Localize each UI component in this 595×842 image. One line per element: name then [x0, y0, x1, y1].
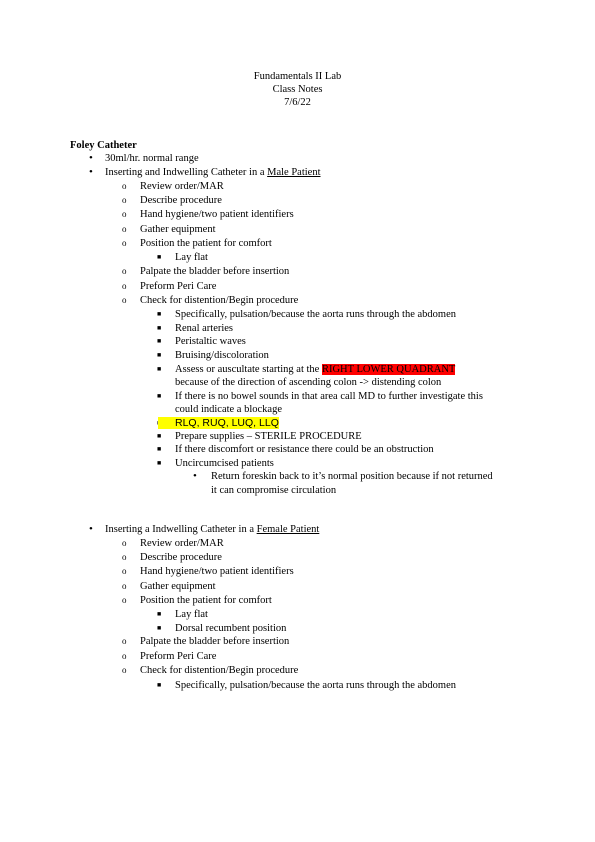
list-item-male-intro: Inserting and Indwelling Catheter in a Male Patient [105, 167, 321, 178]
list-item: Check for distention/Begin procedure [140, 665, 299, 676]
list-item: Position the patient for comfort [140, 238, 272, 249]
bullet-circle-icon: o [122, 209, 127, 219]
list-item: Prepare supplies – STERILE PROCEDURE [175, 431, 362, 442]
list-item: Lay flat [175, 252, 208, 263]
list-item: Hand hygiene/two patient identifiers [140, 209, 294, 220]
bullet-dot-icon: • [89, 166, 93, 178]
bullet-circle-icon: o [122, 224, 127, 234]
bullet-circle-icon: o [122, 581, 127, 591]
list-item: Specifically, pulsation/because the aorta runs through the abdomen [175, 680, 456, 691]
bullet-circle-icon: o [122, 238, 127, 248]
bullet-dot-icon: • [89, 523, 93, 535]
bullet-circle-icon: o [122, 552, 127, 562]
list-item: Palpate the bladder before insertion [140, 266, 290, 277]
list-item: Review order/MAR [140, 538, 224, 549]
list-item: Hand hygiene/two patient identifiers [140, 566, 294, 577]
list-item: Renal arteries [175, 323, 234, 334]
bullet-square-icon: ■ [157, 365, 162, 373]
list-item: Check for distention/Begin procedure [140, 295, 299, 306]
list-item: Return foreskin back to it’s normal position because if not returned [211, 471, 493, 482]
list-item-female-intro: Inserting a Indwelling Catheter in a Female Patient [105, 524, 320, 535]
bullet-circle-icon: o [122, 636, 127, 646]
bullet-square-icon: ■ [157, 392, 162, 400]
bullet-circle-icon: o [122, 181, 127, 191]
list-item: Gather equipment [140, 224, 216, 235]
list-item: Preform Peri Care [140, 651, 217, 662]
list-item: Position the patient for comfort [140, 595, 272, 606]
list-item: If there discomfort or resistance there could be an obstruction [175, 444, 434, 455]
bullet-square-icon: ■ [157, 310, 162, 318]
bullet-square-icon: ■ [157, 459, 162, 467]
bullet-square-icon: ■ [157, 681, 162, 689]
bullet-circle-icon: o [122, 266, 127, 276]
bullet-circle-icon: o [122, 651, 127, 661]
bullet-circle-icon: o [122, 566, 127, 576]
list-item: Uncircumcised patients [175, 458, 274, 469]
bullet-square-icon: ■ [157, 445, 162, 453]
list-item: Review order/MAR [140, 181, 224, 192]
bullet-square-icon: ■ [157, 624, 162, 632]
list-item-assess: Assess or auscultate starting at the RIGHT LOWER QUADRANT [175, 364, 456, 375]
list-item: Peristaltic waves [175, 336, 246, 347]
list-item-continuation: could indicate a blockage [175, 404, 282, 415]
bullet-square-icon: ■ [157, 337, 162, 345]
section-heading: Foley Catheter [70, 140, 137, 151]
document-date: 7/6/22 [284, 97, 311, 108]
list-item: If there is no bowel sounds in that area call MD to further investigate this [175, 391, 483, 402]
list-item: Gather equipment [140, 581, 216, 592]
list-item-quadrants [158, 417, 279, 430]
highlight-right-lower-quadrant: RIGHT LOWER QUADRANT [321, 364, 456, 375]
list-item: Specifically, pulsation/because the aorta runs through the abdomen [175, 309, 456, 320]
bullet-square-icon: ■ [157, 253, 162, 261]
bullet-dot-icon: • [89, 152, 93, 164]
list-item: Describe procedure [140, 552, 222, 563]
bullet-square-icon: ■ [157, 610, 162, 618]
list-item-continuation: because of the direction of ascending colon -> distending colon [175, 377, 442, 388]
bullet-circle-icon: o [122, 665, 127, 675]
bullet-square-icon: ■ [157, 324, 162, 332]
bullet-circle-icon: o [122, 295, 127, 305]
list-item-continuation: it can compromise circulation [211, 485, 337, 496]
female-patient-label: Female Patient [256, 524, 320, 535]
bullet-circle-icon: o [122, 195, 127, 205]
bullet-square-icon: ■ [157, 351, 162, 359]
list-item: Palpate the bladder before insertion [140, 636, 290, 647]
list-item: Preform Peri Care [140, 281, 217, 292]
highlight-quadrants: RLQ, RUQ, LUQ, LLQ [158, 417, 279, 429]
list-item: 30ml/hr. normal range [105, 153, 199, 164]
bullet-circle-icon: o [122, 538, 127, 548]
list-item: Dorsal recumbent position [175, 623, 287, 634]
male-patient-label: Male Patient [267, 167, 321, 178]
document-title: Fundamentals II Lab [253, 71, 342, 82]
list-item: Bruising/discoloration [175, 350, 269, 361]
document-subtitle: Class Notes [272, 84, 323, 95]
bullet-square-icon: ■ [157, 432, 162, 440]
list-item: Describe procedure [140, 195, 222, 206]
list-item: Lay flat [175, 609, 208, 620]
bullet-circle-icon: o [122, 595, 127, 605]
bullet-dot-icon: • [193, 470, 197, 482]
bullet-circle-icon: o [122, 281, 127, 291]
